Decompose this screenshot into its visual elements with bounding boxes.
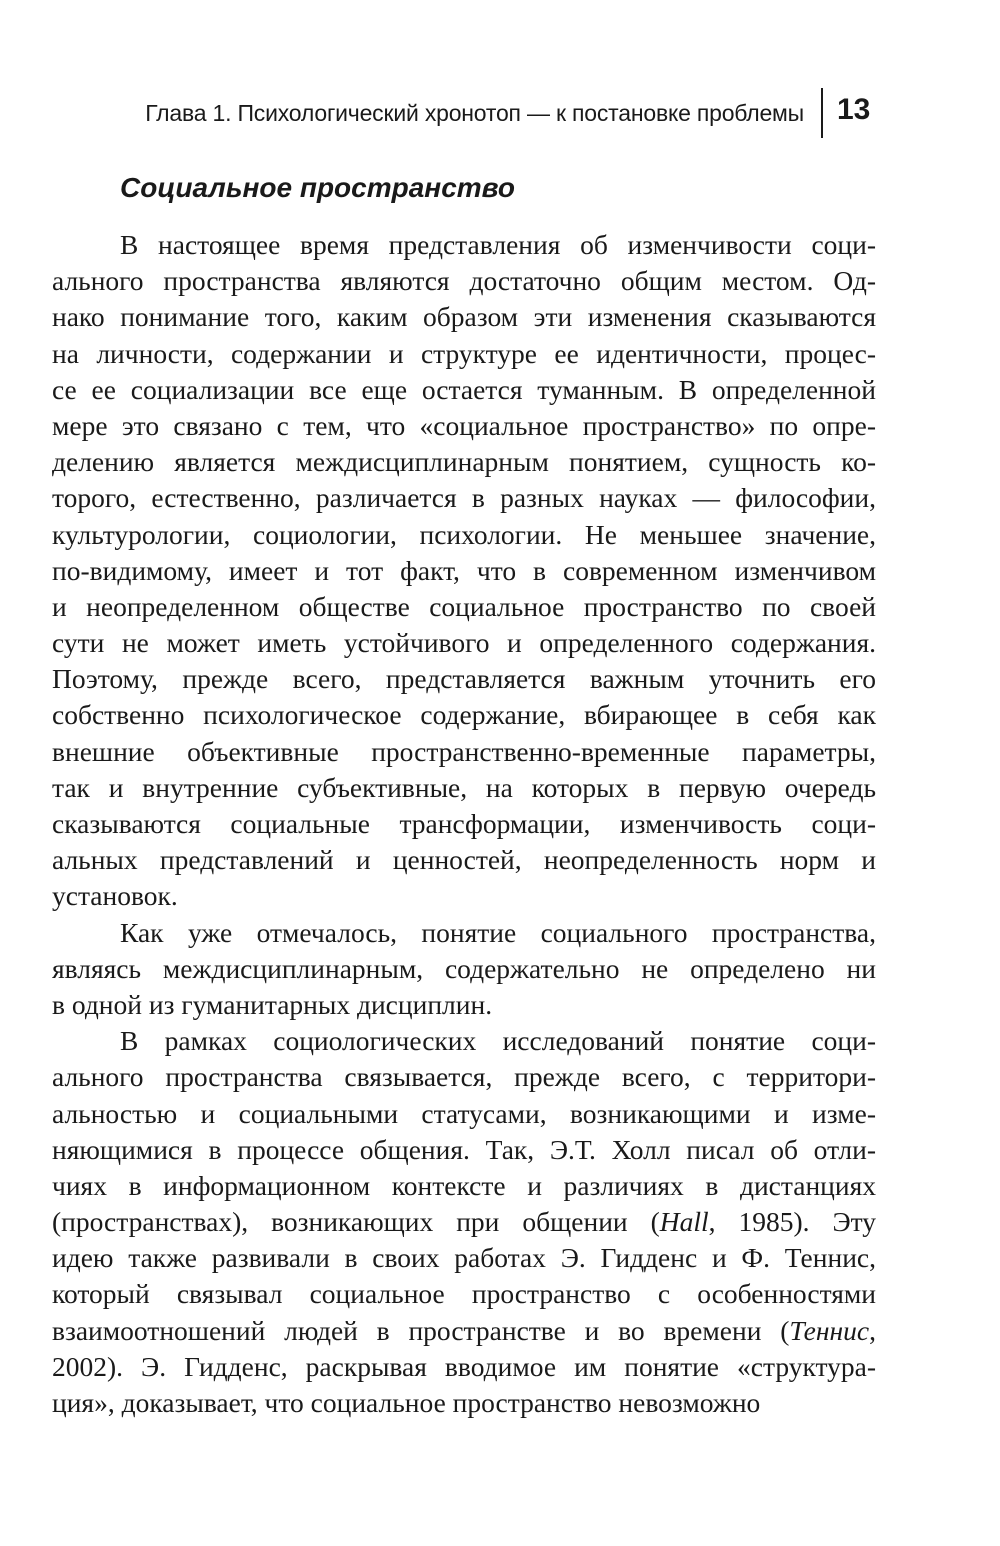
text-line: 2002). Э. Гидденс, раскрывая вводимое им понятие «структура- (52, 1350, 876, 1382)
text-line: идею также развивали в своих работах Э. Гидденс и Ф. Теннис, (52, 1242, 876, 1274)
text-line: ция», доказывает, что социальное пространство невозможно (52, 1387, 761, 1418)
body-text (52, 227, 876, 1421)
text-line: альностью и социальными статусами, возникающими и изме- (52, 1097, 876, 1129)
text-line: Поэтому, прежде всего, представляется важным уточнить его (52, 663, 876, 695)
text-line: мере это связано с тем, что «социальное пространство» по опре- (52, 409, 876, 441)
text-line: Как уже отмечалось, понятие социального пространства, (120, 916, 876, 948)
citation-author: Hall (659, 1206, 709, 1238)
text-line: взаимоотношений людей в пространстве и во времени (Теннис, (52, 1314, 876, 1346)
text-line: в одной из гуманитарных дисциплин. (52, 988, 493, 1020)
text-line: культурологии, социологии, психологии. Не меньшее значение, (52, 518, 876, 550)
text-line: В настоящее время представления об изменчивости соци- (120, 229, 876, 260)
text-line: по-видимому, имеет и тот факт, что в современном изменчивом (52, 554, 876, 586)
text-line: торого, естественно, различается в разных науках — философии, (52, 482, 876, 514)
header-divider (821, 88, 823, 138)
paragraph (52, 915, 876, 1024)
text-line: делению является междисциплинарным понятием, сущность ко- (52, 446, 876, 478)
paragraph (52, 227, 876, 915)
text-line: нако понимание того, каким образом эти изменения сказываются (52, 301, 876, 333)
text-line: В рамках социологических исследований понятие соци- (120, 1025, 876, 1057)
text-line: так и внутренние субъективные, на которых в первую очередь (52, 771, 876, 803)
text-line: и неопределенном обществе социальное пространство по своей (52, 590, 876, 622)
paragraph (52, 1023, 876, 1421)
text-line: чиях в информационном контексте и различиях в дистанциях (52, 1169, 876, 1201)
text-line: (пространствах), возникающих при общении (Hall, 1985). Эту (52, 1206, 876, 1238)
text-line: на личности, содержании и структуре ее идентичности, процес- (52, 337, 876, 369)
text-line: альных представлений и ценностей, неопределенность норм и (52, 844, 876, 876)
text-line: ального пространства являются достаточно общим местом. Од- (52, 265, 876, 297)
text-line: собственно психологическое содержание, вбирающее в себя как (52, 699, 876, 731)
section-heading: Социальное пространство (120, 172, 515, 203)
text-line: няющимися в процессе общения. Так, Э.Т. Холл писал об отли- (52, 1133, 876, 1165)
text-line: сказываются социальные трансформации, изменчивость соци- (52, 808, 876, 839)
text-line: ального пространства связывается, прежде всего, с территори- (52, 1061, 876, 1093)
page-number: 13 (837, 93, 871, 126)
text-line: се ее социализации все еще остается туманным. В определенной (52, 373, 876, 405)
text-line: сути не может иметь устойчивого и определенного содержания. (52, 627, 876, 659)
running-header (0, 88, 1000, 140)
citation-author: Теннис (789, 1314, 870, 1346)
text-line: установок. (52, 880, 178, 912)
text-line: являясь междисциплинарным, содержательно не определено ни (52, 952, 876, 984)
chapter-title: Глава 1. Психологический хронотоп — к постановке проблемы (145, 100, 804, 126)
text-line: внешние объективные пространственно-временные параметры, (52, 735, 876, 767)
text-line: который связывал социальное пространство с особенностями (52, 1278, 876, 1310)
